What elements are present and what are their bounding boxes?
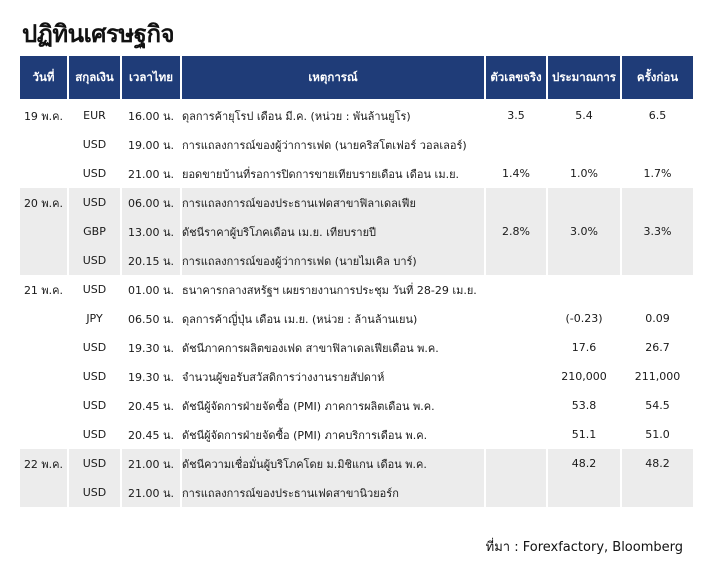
row-event: ดัชนีราคาผู้บริโภคเดือน เม.ย. เทียบรายปี [182,217,484,246]
row-currency: JPY [69,304,120,333]
row-time: 21.00 น. [122,449,180,478]
table-row [20,391,693,420]
row-event: ยอดขายบ้านที่รอการปิดการขายเทียบรายเดือน เดือน เม.ย. [182,159,484,188]
row-currency: GBP [69,217,120,246]
table-row [20,304,693,333]
table-header-row [20,56,693,101]
row-date: 22 พ.ค. [20,449,67,478]
row-time: 20.15 น. [122,246,180,275]
row-forecast: 5.4 [548,101,620,130]
table-row [20,101,693,130]
row-currency: USD [69,478,120,507]
row-previous [622,478,693,507]
row-date [20,217,67,246]
row-actual [486,449,546,478]
row-previous: 54.5 [622,391,693,420]
table-row [20,217,693,246]
row-actual [486,333,546,362]
row-time: 19.30 น. [122,333,180,362]
row-previous: 211,000 [622,362,693,391]
row-event: การแถลงการณ์ของประธานเฟดสาขานิวยอร์ก [182,478,484,507]
row-currency: USD [69,333,120,362]
row-actual: 2.8% [486,217,546,246]
economic-calendar-table [18,56,695,507]
row-actual [486,188,546,217]
row-previous: 48.2 [622,449,693,478]
row-event: ดุลการค้ายุโรป เดือน มี.ค. (หน่วย : พันล้านยูโร) [182,101,484,130]
header-previous: ครั้งก่อน [622,56,693,101]
row-actual: 3.5 [486,101,546,130]
row-currency: USD [69,275,120,304]
row-actual: 1.4% [486,159,546,188]
row-previous: 51.0 [622,420,693,449]
row-event: ดัชนีผู้จัดการฝ่ายจัดซื้อ (PMI) ภาคบริการเดือน พ.ค. [182,420,484,449]
row-time: 01.00 น. [122,275,180,304]
row-forecast [548,478,620,507]
table-row [20,159,693,188]
row-actual [486,362,546,391]
row-date: 20 พ.ค. [20,188,67,217]
row-event: จำนวนผู้ขอรับสวัสดิการว่างงานรายสัปดาห์ [182,362,484,391]
row-event: ดัชนีความเชื่อมั่นผู้บริโภคโดย ม.มิชิแกน เดือน พ.ค. [182,449,484,478]
row-previous [622,188,693,217]
row-time: 21.00 น. [122,478,180,507]
row-date [20,246,67,275]
header-time: เวลาไทย [122,56,180,101]
row-actual [486,420,546,449]
row-forecast [548,246,620,275]
row-forecast: (-0.23) [548,304,620,333]
row-date [20,333,67,362]
row-forecast [548,188,620,217]
row-forecast: 210,000 [548,362,620,391]
row-time: 13.00 น. [122,217,180,246]
row-previous: 6.5 [622,101,693,130]
row-currency: USD [69,159,120,188]
row-actual [486,391,546,420]
row-time: 16.00 น. [122,101,180,130]
row-event: การแถลงการณ์ของผู้ว่าการเฟด (นายไมเคิล บาร์) [182,246,484,275]
row-actual [486,246,546,275]
header-event: เหตุการณ์ [182,56,484,101]
row-previous [622,130,693,159]
row-forecast: 1.0% [548,159,620,188]
table-row [20,449,693,478]
row-previous [622,275,693,304]
row-forecast: 53.8 [548,391,620,420]
row-currency: USD [69,362,120,391]
row-event: การแถลงการณ์ของผู้ว่าการเฟด (นายคริสโตเฟอร์ วอลเลอร์) [182,130,484,159]
table-row [20,130,693,159]
header-forecast: ประมาณการ [548,56,620,101]
header-actual: ตัวเลขจริง [486,56,546,101]
row-actual [486,304,546,333]
row-previous [622,246,693,275]
table-row [20,275,693,304]
row-date [20,159,67,188]
table-row [20,362,693,391]
row-previous: 3.3% [622,217,693,246]
row-date [20,420,67,449]
row-currency: EUR [69,101,120,130]
header-currency: สกุลเงิน [69,56,120,101]
row-forecast: 17.6 [548,333,620,362]
row-date [20,304,67,333]
row-event: ธนาคารกลางสหรัฐฯ เผยรายงานการประชุม วันที่ 28-29 เม.ย. [182,275,484,304]
row-previous: 0.09 [622,304,693,333]
row-currency: USD [69,188,120,217]
row-forecast [548,275,620,304]
row-currency: USD [69,391,120,420]
row-previous: 26.7 [622,333,693,362]
row-forecast: 3.0% [548,217,620,246]
table-row [20,478,693,507]
row-forecast: 51.1 [548,420,620,449]
row-time: 20.45 น. [122,391,180,420]
row-event: ดัชนีภาคการผลิตของเฟด สาขาฟิลาเดลเฟียเดือน พ.ค. [182,333,484,362]
row-time: 20.45 น. [122,420,180,449]
row-forecast [548,130,620,159]
row-time: 06.50 น. [122,304,180,333]
row-date: 21 พ.ค. [20,275,67,304]
table-row [20,333,693,362]
row-date [20,478,67,507]
row-date [20,362,67,391]
row-actual [486,275,546,304]
row-currency: USD [69,246,120,275]
row-event: การแถลงการณ์ของประธานเฟดสาขาฟิลาเดลเฟีย [182,188,484,217]
table-row [20,188,693,217]
row-date [20,391,67,420]
row-forecast: 48.2 [548,449,620,478]
row-previous: 1.7% [622,159,693,188]
table-row [20,420,693,449]
row-date: 19 พ.ค. [20,101,67,130]
row-event: ดุลการค้าญี่ปุ่น เดือน เม.ย. (หน่วย : ล้านล้านเยน) [182,304,484,333]
row-currency: USD [69,130,120,159]
row-actual [486,130,546,159]
header-date: วันที่ [20,56,67,101]
source-note: ที่มา : Forexfactory, Bloomberg [485,540,683,555]
row-event: ดัชนีผู้จัดการฝ่ายจัดซื้อ (PMI) ภาคการผลิตเดือน พ.ค. [182,391,484,420]
row-date [20,130,67,159]
row-actual [486,478,546,507]
row-time: 21.00 น. [122,159,180,188]
page-title: ปฏิทินเศรษฐกิจ [22,20,175,48]
row-time: 19.30 น. [122,362,180,391]
row-time: 19.00 น. [122,130,180,159]
row-time: 06.00 น. [122,188,180,217]
table-row [20,246,693,275]
row-currency: USD [69,420,120,449]
row-currency: USD [69,449,120,478]
